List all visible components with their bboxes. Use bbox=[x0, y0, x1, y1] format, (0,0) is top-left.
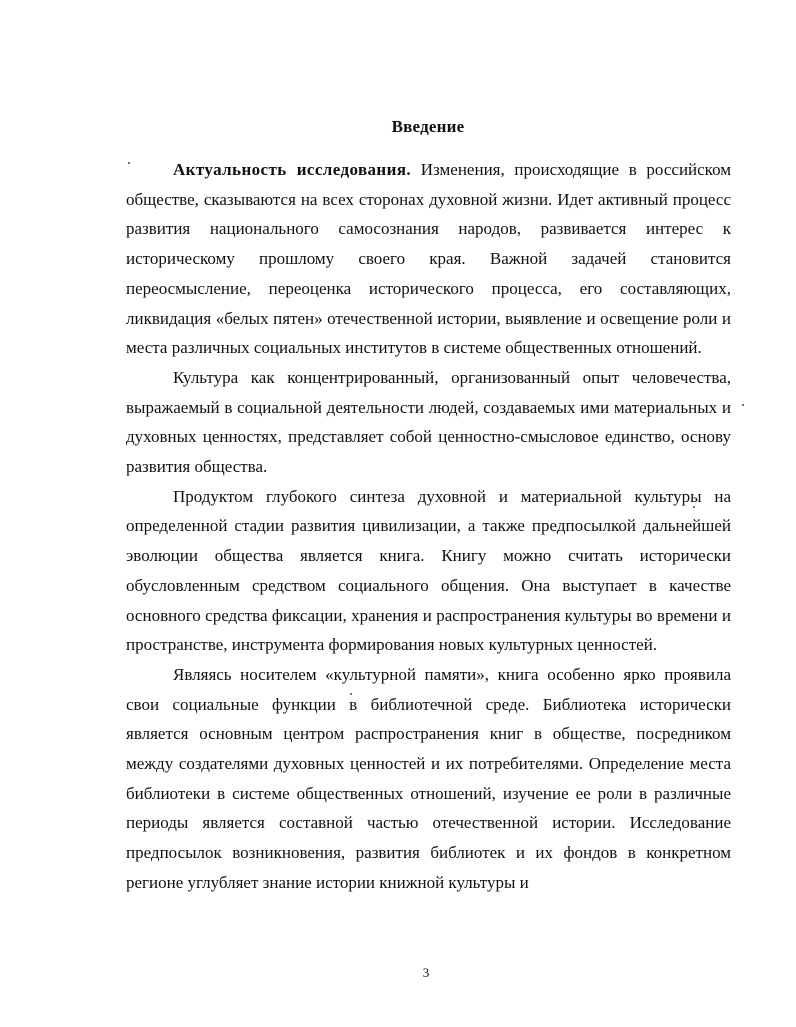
scan-speck bbox=[128, 162, 130, 164]
page-number: 3 bbox=[422, 965, 430, 980]
paragraph-library: Являясь носителем «культурной памяти», книга особенно ярко проявила свои социальные функции в библиотечной среде. Библиотека исторически является основным центром распространения книг в обществе, посредником между создателями духовных ценностей и их потребителями. Определение места библиотеки в системе общественных отношений, изучение ее роли в различные периоды является составной частью отечественной истории. Исследование предпосылок возникновения, развития библиотек и их фондов в конкретном регионе углубляет знание истории книжной культуры и bbox=[126, 664, 731, 892]
section-heading: Введение bbox=[391, 117, 465, 136]
paragraph-culture: Культура как концентрированный, организованный опыт человечества, выражаемый в социальной деятельности людей, создаваемых ими материальных и духовных ценностях, представляет собой ценностно-смысловое единство, основу развития общества. bbox=[126, 367, 731, 477]
body-text bbox=[126, 155, 731, 898]
paragraph-lead: Актуальность исследования. bbox=[173, 160, 412, 179]
scan-speck bbox=[742, 404, 744, 406]
paragraph-text: Изменения, происходящие в российском обществе, сказываются на всех сторонах духовной жизни. Идет активный процесс развития национального самосознания народов, развивается интерес к историческому прошлому своего края. Важной задачей становится переосмысление, переоценка исторического процесса, его составляющих, ликвидация «белых пятен» отечественной истории, выявление и освещение роли и места различных социальных институтов в системе общественных отношений. bbox=[126, 160, 732, 358]
paragraph-relevance bbox=[126, 155, 731, 363]
scan-speck bbox=[693, 506, 695, 508]
paragraph-book: Продуктом глубокого синтеза духовной и материальной культуры на определенной стадии развития цивилизации, а также предпосылкой дальнейшей эволюции общества является книга. Книгу можно считать исторически обусловленным средством социального общения. Она выступает в качестве основного средства фиксации, хранения и распространения культуры во времени и пространстве, инструмента формирования новых культурных ценностей. bbox=[126, 486, 731, 655]
scan-speck bbox=[350, 693, 352, 695]
